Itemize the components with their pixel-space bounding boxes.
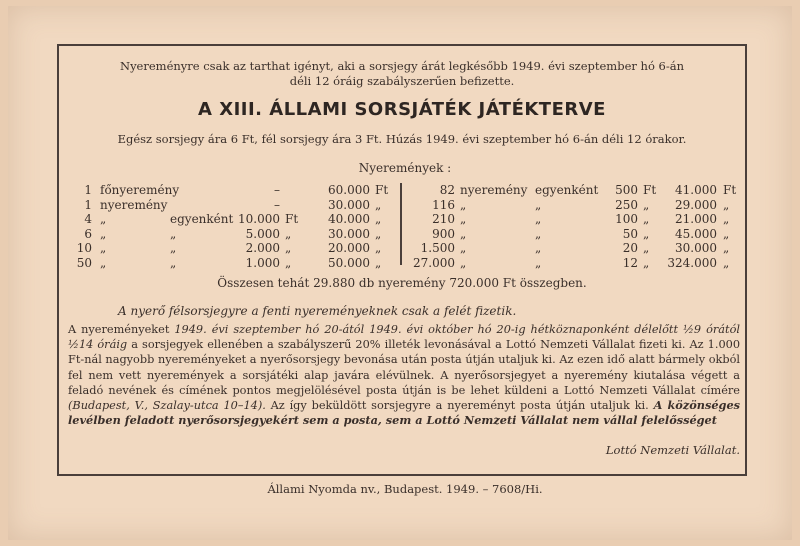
prize-total: 30.000 (328, 197, 370, 212)
prize-each: „ (170, 226, 177, 241)
prize-total: 41.000 (675, 183, 717, 197)
prize-each: egyenként (170, 212, 234, 226)
prize-suffix: „ (723, 255, 730, 270)
prize-name: „ (100, 255, 107, 270)
prize-row (70, 227, 400, 242)
prize-count: 116 (432, 197, 455, 212)
prize-total: 30.000 (328, 226, 370, 241)
eligibility-notice (66, 59, 738, 89)
prize-unit-ft: Ft (643, 183, 657, 197)
prize-unit-ft: „ (285, 226, 292, 241)
prize-total: 29.000 (675, 197, 717, 212)
prize-unit-ft: „ (643, 212, 650, 226)
prize-name: „ (100, 226, 107, 241)
prize-unit-value: 10.000 (238, 212, 280, 226)
prize-count: 6 (84, 226, 92, 241)
prize-each: „ (535, 241, 542, 255)
prize-row (405, 212, 750, 227)
prize-each: „ (170, 255, 177, 270)
signature: Lottó Nemzeti Vállalat. (605, 443, 740, 457)
prize-count: 50 (76, 255, 92, 270)
prize-count: 10 (76, 241, 92, 255)
para-dates: 1949. évi szeptember hó 20-ától 1949. évi október hó 20-ig hétköznaponként délelőtt ½9 órától ½14 óráig (68, 323, 740, 352)
prize-name: „ (460, 197, 467, 212)
prize-count: 1.500 (420, 241, 455, 255)
prize-name: „ (460, 241, 467, 255)
prize-unit-value: 500 (615, 183, 638, 197)
total-line: Összesen tehát 29.880 db nyeremény 720.000 Ft összegben. (217, 276, 587, 290)
prize-suffix: „ (375, 212, 382, 226)
half-ticket-note: A nyerő félsorsjegyre a fenti nyereményeknek csak a felét fizetik. (118, 304, 517, 318)
prize-suffix: Ft (723, 183, 737, 197)
prize-unit-value: 5.000 (245, 226, 280, 241)
prize-unit-value: – (274, 197, 280, 212)
prize-unit-value: 2.000 (245, 241, 280, 255)
prize-total: 40.000 (328, 212, 370, 226)
prize-total: 20.000 (328, 241, 370, 255)
prizes-heading: Nyeremények : (358, 161, 452, 175)
left-prize-table (70, 183, 400, 270)
prize-each: „ (535, 255, 542, 270)
prize-row (405, 183, 750, 198)
prize-each: „ (535, 212, 542, 226)
para-address: (Budapest, V., Szalay-utca 10–14). (68, 399, 266, 413)
prize-count: 4 (84, 212, 92, 226)
prize-row (405, 256, 750, 271)
prize-unit-value: 50 (622, 226, 638, 241)
prize-each: „ (535, 197, 542, 212)
prize-unit-value: 1.000 (245, 255, 280, 270)
prize-name: „ (100, 241, 107, 255)
prize-unit-ft: „ (643, 197, 650, 212)
prize-each: „ (535, 226, 542, 241)
prize-row (70, 241, 400, 256)
prize-unit-ft: „ (285, 255, 292, 270)
prize-count: 1 (84, 197, 92, 212)
prize-unit-value: 20 (622, 241, 638, 255)
prize-suffix: „ (375, 226, 382, 241)
prize-name: nyeremény (460, 183, 528, 197)
prize-table-divider (400, 183, 402, 265)
prize-suffix: „ (375, 255, 382, 270)
prize-unit-value: 100 (615, 212, 638, 226)
prize-suffix: „ (723, 226, 730, 241)
prize-total: 324.000 (667, 255, 717, 270)
prize-name: „ (460, 226, 467, 241)
para-part-5: Az így beküldött sorsjegyre a nyereményt posta útján utaljuk ki. (265, 399, 654, 413)
prize-count: 900 (432, 226, 455, 241)
prize-row (405, 227, 750, 242)
prize-count: 1 (84, 183, 92, 197)
prize-name: „ (100, 212, 107, 226)
prize-count: 27.000 (413, 255, 455, 270)
prize-row (405, 241, 750, 256)
prize-row (405, 198, 750, 213)
prize-each: egyenként (535, 183, 599, 197)
prize-name: főnyeremény (100, 183, 180, 197)
prize-total: 60.000 (328, 183, 370, 197)
para-liability-disclaimer: A közönséges levélben feladott nyerősorsjegyekért sem a posta, sem a Lottó Nemzeti Vállalat nem vállal felelősséget (68, 398, 740, 428)
prize-row (70, 212, 400, 227)
price-line: Egész sorsjegy ára 6 Ft, fél sorsjegy ára 3 Ft. Húzás 1949. évi szeptember hó 6-án déli 12 órakor. (117, 132, 687, 146)
prize-unit-ft: „ (643, 226, 650, 241)
document-title: A XIII. ÁLLAMI SORSJÁTÉK JÁTÉKTERVE (198, 99, 606, 120)
prize-unit-ft: „ (643, 241, 650, 255)
prize-total: 21.000 (675, 212, 717, 226)
prize-unit-ft: „ (285, 241, 292, 255)
payout-paragraph (68, 322, 740, 428)
prize-name: nyeremény (100, 197, 168, 212)
prize-row (70, 198, 400, 213)
prize-name: „ (460, 212, 467, 226)
prize-count: 82 (439, 183, 455, 197)
prize-unit-value: 12 (622, 255, 638, 270)
prize-name: „ (460, 255, 467, 270)
para-part-3: a sorsjegyek ellenében a szabályszerű 20% illeték levonásával a Lottó Nemzeti Vállalat fizeti ki. Az 1.000 Ft-nál nagyobb nyereményeket a nyerősorsjegy bevonása után posta útján utaljuk ki. Az ezen idő alatt bármely okból fel nem vett nyeremények a sorsjátéki alap javára elévülnek. A nyerősorsjegyet a nyeremény kiutalása végett a feladó nevének és címének pontos megjelölésével posta útján is be lehet küldeni a Lottó Nemzeti Vállalat címére (68, 338, 741, 397)
notice-line-1: Nyereményre csak az tarthat igényt, aki a sorsjegy árát legkésőbb 1949. évi szeptember hó 6-án (120, 59, 684, 73)
prize-each: „ (170, 241, 177, 255)
prize-count: 210 (432, 212, 455, 226)
prize-row (70, 183, 400, 198)
prize-unit-value: 250 (615, 197, 638, 212)
prize-total: 30.000 (675, 241, 717, 255)
prize-row (70, 256, 400, 271)
prize-suffix: „ (723, 241, 730, 255)
prize-suffix: „ (375, 241, 382, 255)
prize-unit-ft: Ft (285, 212, 299, 226)
prize-unit-value: – (274, 183, 280, 197)
prize-suffix: „ (375, 197, 382, 212)
prize-suffix: „ (723, 212, 730, 226)
right-prize-table (405, 183, 750, 270)
prize-unit-ft: „ (643, 255, 650, 270)
prize-suffix: „ (723, 197, 730, 212)
para-part-1: A nyereményeket (68, 323, 175, 336)
prize-total: 45.000 (675, 226, 717, 241)
prize-suffix: Ft (375, 183, 389, 197)
printer-imprint: Állami Nyomda nv., Budapest. 1949. – 7608/Hi. (267, 482, 543, 496)
notice-line-2: déli 12 óráig szabályszerűen befizette. (289, 74, 515, 88)
prize-total: 50.000 (328, 255, 370, 270)
